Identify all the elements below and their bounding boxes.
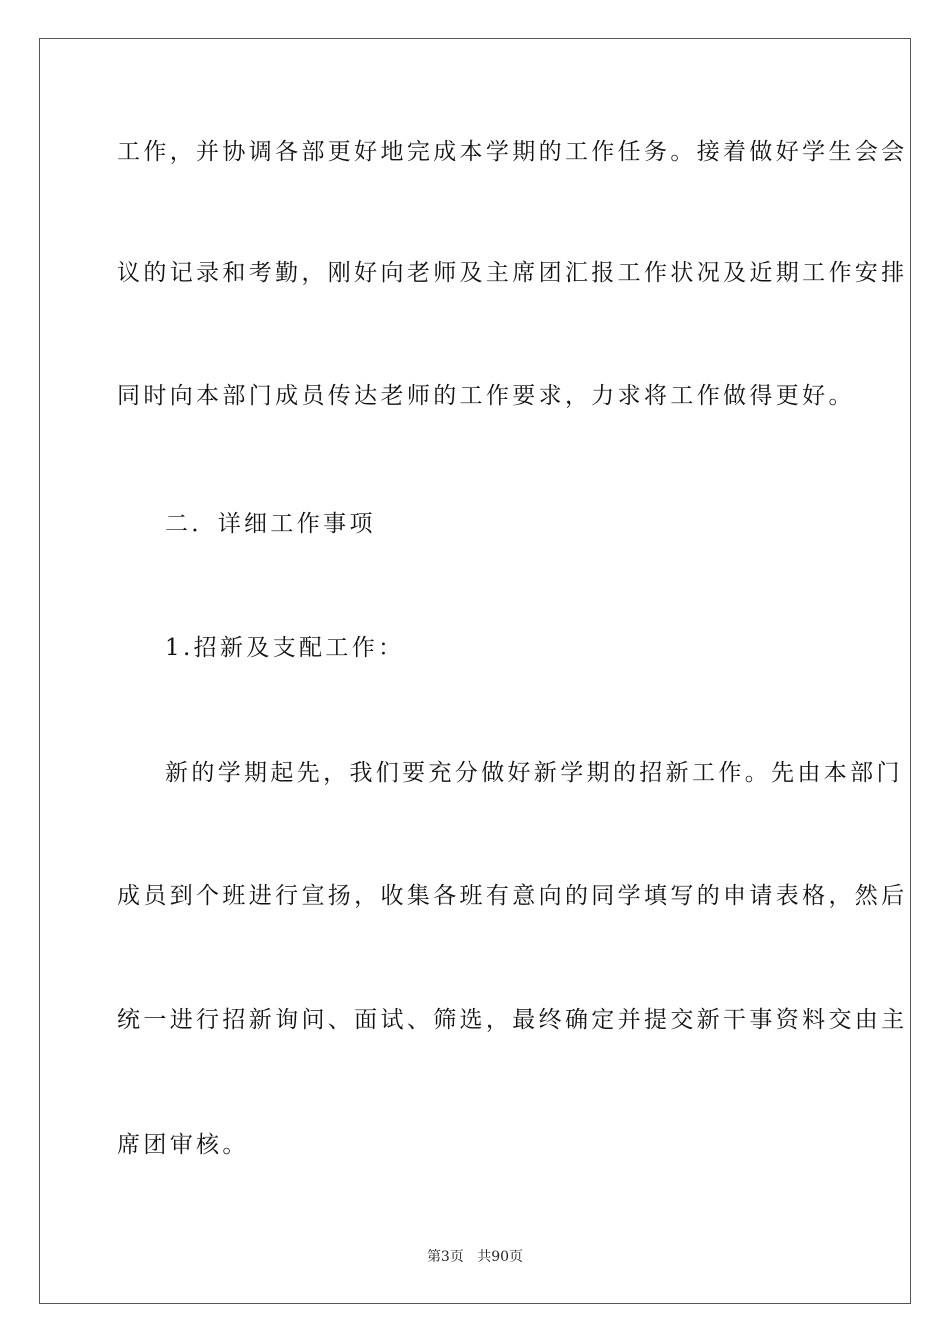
page-border (39, 38, 911, 1304)
body-text-line-1: 工作，并协调各部更好地完成本学期的工作任务。接着做好学生会会 (117, 139, 908, 165)
body-text-line-3: 同时向本部门成员传达老师的工作要求，力求将工作做得更好。 (117, 383, 855, 409)
body-text-line-6: 新的学期起先，我们要充分做好新学期的招新工作。先由本部门 (165, 760, 903, 786)
page-number: 第3页 (426, 1249, 464, 1265)
total-pages: 共90页 (477, 1249, 524, 1265)
body-text-line-7: 成员到个班进行宣扬，收集各班有意向的同学填写的申请表格，然后 (117, 883, 908, 909)
section-heading: 二．详细工作事项 (165, 511, 376, 537)
body-text-line-8: 统一进行招新询问、面试、筛选，最终确定并提交新干事资料交由主 (117, 1007, 908, 1033)
body-text-line-2: 议的记录和考勤，刚好向老师及主席团汇报工作状况及近期工作安排 (117, 260, 908, 286)
body-text-line-9: 席团审核。 (117, 1132, 249, 1158)
page-footer (0, 1248, 950, 1266)
subsection-heading: 1.招新及支配工作： (165, 635, 405, 661)
